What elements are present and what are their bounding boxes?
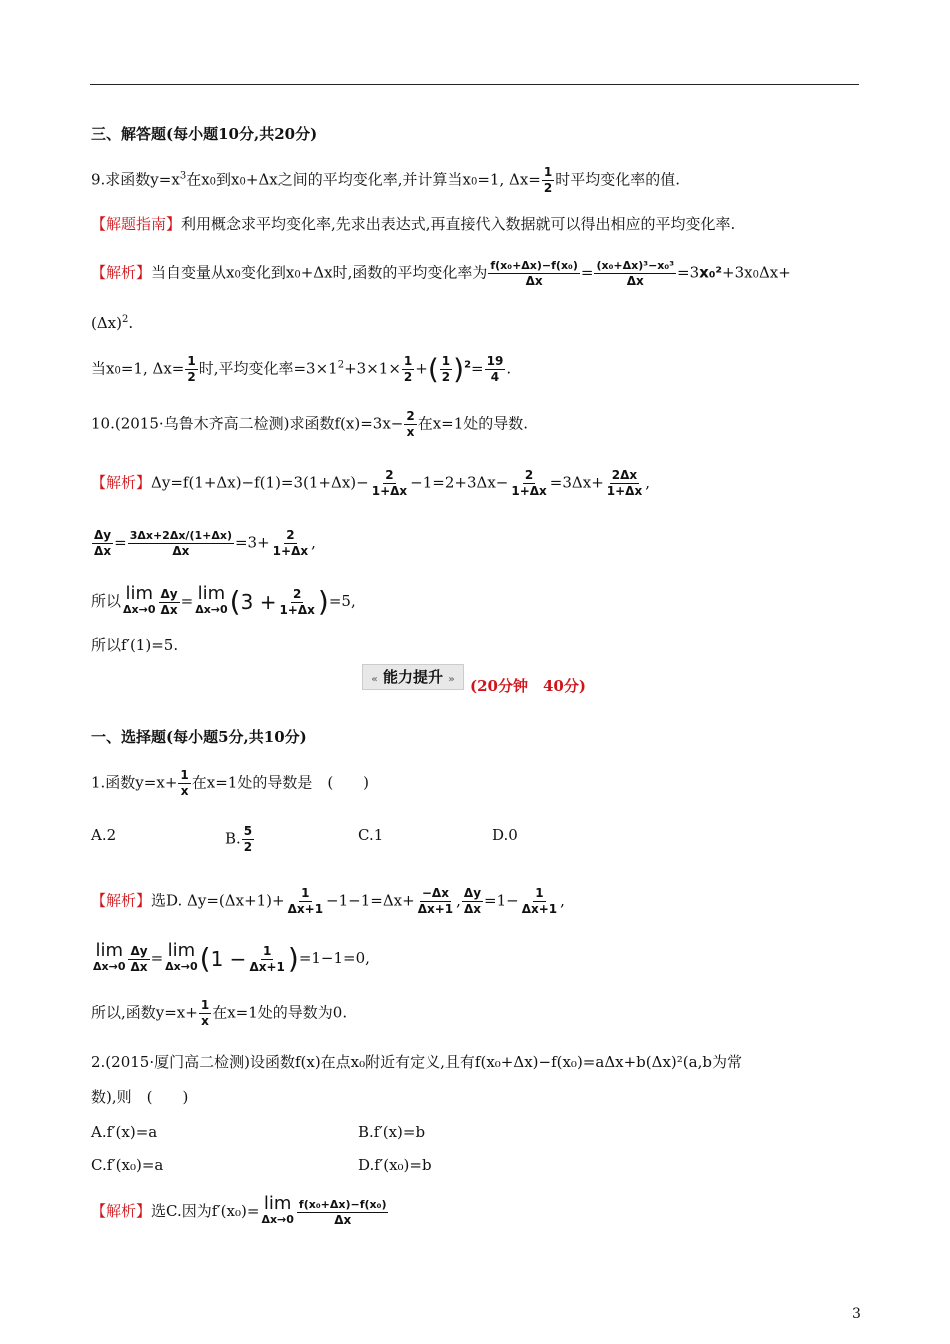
q10-final: 所以f′(1)=5. [91, 636, 179, 654]
dy-dx: $\frac{\Delta y}{\Delta x}$ [160, 586, 178, 617]
answer-tag: 【解析】 [91, 891, 152, 910]
derivative-fraction: $\frac{\text{f(x₀+Δx)−f(x₀)}}{\Delta x}$ [298, 1197, 387, 1227]
dy-dx: $\frac{\Delta y}{\Delta x}$ [130, 943, 148, 974]
fraction: $\frac{2\Delta x}{1+\Delta x}$ [606, 468, 643, 498]
ability-time: (20分钟 40分) [470, 677, 586, 695]
q2-option-c: C.f′(x₀)=a [91, 1156, 164, 1174]
q1-option-a: A.2 [91, 826, 117, 844]
page-number: 3 [852, 1306, 861, 1322]
fraction: $\frac{1}{\Delta x+1}$ [521, 886, 558, 916]
one-over-x: $\frac{1}{x}$ [200, 998, 210, 1028]
q1-option-b: B. $\frac{5}{2}$ [225, 824, 253, 854]
answer-tag: 【解析】 [91, 263, 152, 282]
limit: lim Δx→0 [261, 1193, 294, 1226]
q9-answer-line1: 【解析】当自变量从x0变化到x0+Δx时,函数的平均变化率为 $\frac{\text{f(x₀+Δx)−f(x₀)}}{\Delta x}$ = $\frac{\text{(x₀+Δx)³−x₀³}}{\Delta x}$ =3x₀²+3x0Δx+ [91, 259, 791, 288]
fraction: $\frac{2}{1+\Delta x}$ [272, 528, 309, 558]
q9-answer-line2: $(\Delta x)^2$. [91, 314, 134, 332]
fraction: $\frac{1}{\Delta x+1}$ [287, 886, 324, 916]
q1-stem: 1.函数y=x+ $\frac{1}{x}$ 在x=1处的导数是 ( ) [91, 768, 370, 798]
fraction: $\frac{1}{\Delta x+1}$ [249, 943, 285, 974]
q2-stem-line2: 数),则 ( ) [91, 1088, 189, 1106]
half-fraction: $\frac{1}{2}$ [187, 354, 196, 384]
half-fraction: $\frac{1}{2}$ [441, 354, 451, 384]
guide-tag: 【解题指南】 [91, 215, 182, 233]
q1-answer-line1: 【解析】选D. Δy=(Δx+1)+ $\frac{1}{\Delta x+1}$ −1−1=Δx+ $\frac{-\Delta x}{\Delta x+1}$ , $\frac{\Delta y}{\Delta x}$ =1− $\frac{1}{\Delta x+1}$ , [91, 886, 565, 916]
answer-tag: 【解析】 [91, 1202, 152, 1220]
q10-answer-line2: $\frac{\Delta y}{\Delta x}$ = $\frac{3\Delta x+2\Delta x/(1+\Delta x)}{\Delta x}$ =3+ $\frac{2}{1+\Delta x}$ , [94, 528, 316, 558]
q1-answer-line2: lim Δx→0 $\frac{\Delta y}{\Delta x}$ = lim Δx→0 (1 − $\frac{1}{\Delta x+1}$ )=1−1=0, [93, 940, 370, 975]
q2-option-b: B.f′(x)=b [358, 1123, 426, 1141]
q2-answer: 【解析】选C.因为f′(x₀)= lim Δx→0 $\frac{\text{f(x₀+Δx)−f(x₀)}}{\Delta x}$ [91, 1193, 387, 1227]
section-3-title: 三、解答题(每小题10分,共20分) [91, 125, 318, 143]
header-rule [90, 84, 859, 85]
dy-dx: $\frac{\Delta y}{\Delta x}$ [94, 528, 112, 558]
cube-fraction: $\frac{\text{(x₀+Δx)³−x₀³}}{\Delta x}$ [596, 259, 675, 288]
limit: lim Δx→0 [123, 583, 156, 616]
q2-stem-line1: 2.(2015·厦门高二检测)设函数f(x)在点x₀附近有定义,且有f(x₀+Δx)−f(x₀)=aΔx+b(Δx)²(a,b为常 [91, 1053, 742, 1071]
answer-tag: 【解析】 [91, 473, 152, 492]
fraction: $\frac{-\Delta x}{\Delta x+1}$ [417, 886, 454, 916]
limit: lim Δx→0 [165, 940, 198, 973]
q2-option-a: A.f′(x)=a [91, 1123, 158, 1141]
q10-answer-line3: 所以 lim Δx→0 $\frac{\Delta y}{\Delta x}$ = lim Δx→0 (3 + $\frac{2}{1+\Delta x}$ )=5, [91, 583, 356, 618]
q10-stem: 10.(2015·乌鲁木齐高二检测)求函数f(x)=3x− $\frac{2}{x}$ 在x=1处的导数. [91, 409, 529, 439]
fraction: $\frac{2}{1+\Delta x}$ [511, 468, 547, 498]
compound-fraction: $\frac{3\Delta x+2\Delta x/(1+\Delta x)}{\Delta x}$ [129, 529, 232, 558]
q2-option-d: D.f′(x₀)=b [358, 1156, 432, 1174]
q1-option-c: C.1 [358, 826, 384, 844]
limit: lim Δx→0 [93, 940, 126, 973]
section-1-title: 一、选择题(每小题5分,共10分) [91, 728, 307, 746]
half-fraction: $\frac{1}{2}$ [543, 165, 553, 195]
q10-answer-line1: 【解析】Δy=f(1+Δx)−f(1)=3(1+Δx)− $\frac{2}{1+\Delta x}$ −1=2+3Δx− $\frac{2}{1+\Delta x}$ =3Δx+ $\frac{2\Delta x}{1+\Delta x}$ , [91, 468, 650, 498]
avg-rate-fraction: $\frac{\text{f(x₀+Δx)−f(x₀)}}{\Delta x}$ [490, 259, 578, 288]
q1-option-d: D.0 [492, 826, 518, 844]
one-over-x: $\frac{1}{x}$ [180, 768, 189, 798]
limit: lim Δx→0 [195, 583, 228, 616]
result-fraction: $\frac{19}{4}$ [486, 354, 504, 384]
q1-final: 所以,函数y=x+ $\frac{1}{x}$ 在x=1处的导数为0. [91, 998, 348, 1028]
ability-badge: « 能力提升 » [362, 664, 464, 690]
fraction: $\frac{2}{1+\Delta x}$ [279, 586, 315, 617]
two-over-x: $\frac{2}{x}$ [406, 409, 415, 439]
q9-stem: 9.求函数$y=x^3$在x0到x0+Δx之间的平均变化率,并计算当x0=1, Δx= $\frac{1}{2}$ 时平均变化率的值. [91, 165, 681, 195]
q9-guide: 【解题指南】利用概念求平均变化率,先求出表达式,再直接代入数据就可以得出相应的平均变化率. [91, 215, 736, 233]
dy-dx: $\frac{\Delta y}{\Delta x}$ [463, 886, 482, 916]
five-halves: $\frac{5}{2}$ [243, 824, 253, 854]
half-fraction: $\frac{1}{2}$ [403, 354, 413, 384]
q9-answer-line3: 当x0=1, Δx= $\frac{1}{2}$ 时,平均变化率$=3\times 1^2+3\times 1\times$ $\frac{1}{2}$ +( $\frac{1}{2}$ )$^2$= $\frac{19}{4}$ . [91, 352, 512, 386]
fraction: $\frac{2}{1+\Delta x}$ [371, 468, 408, 498]
